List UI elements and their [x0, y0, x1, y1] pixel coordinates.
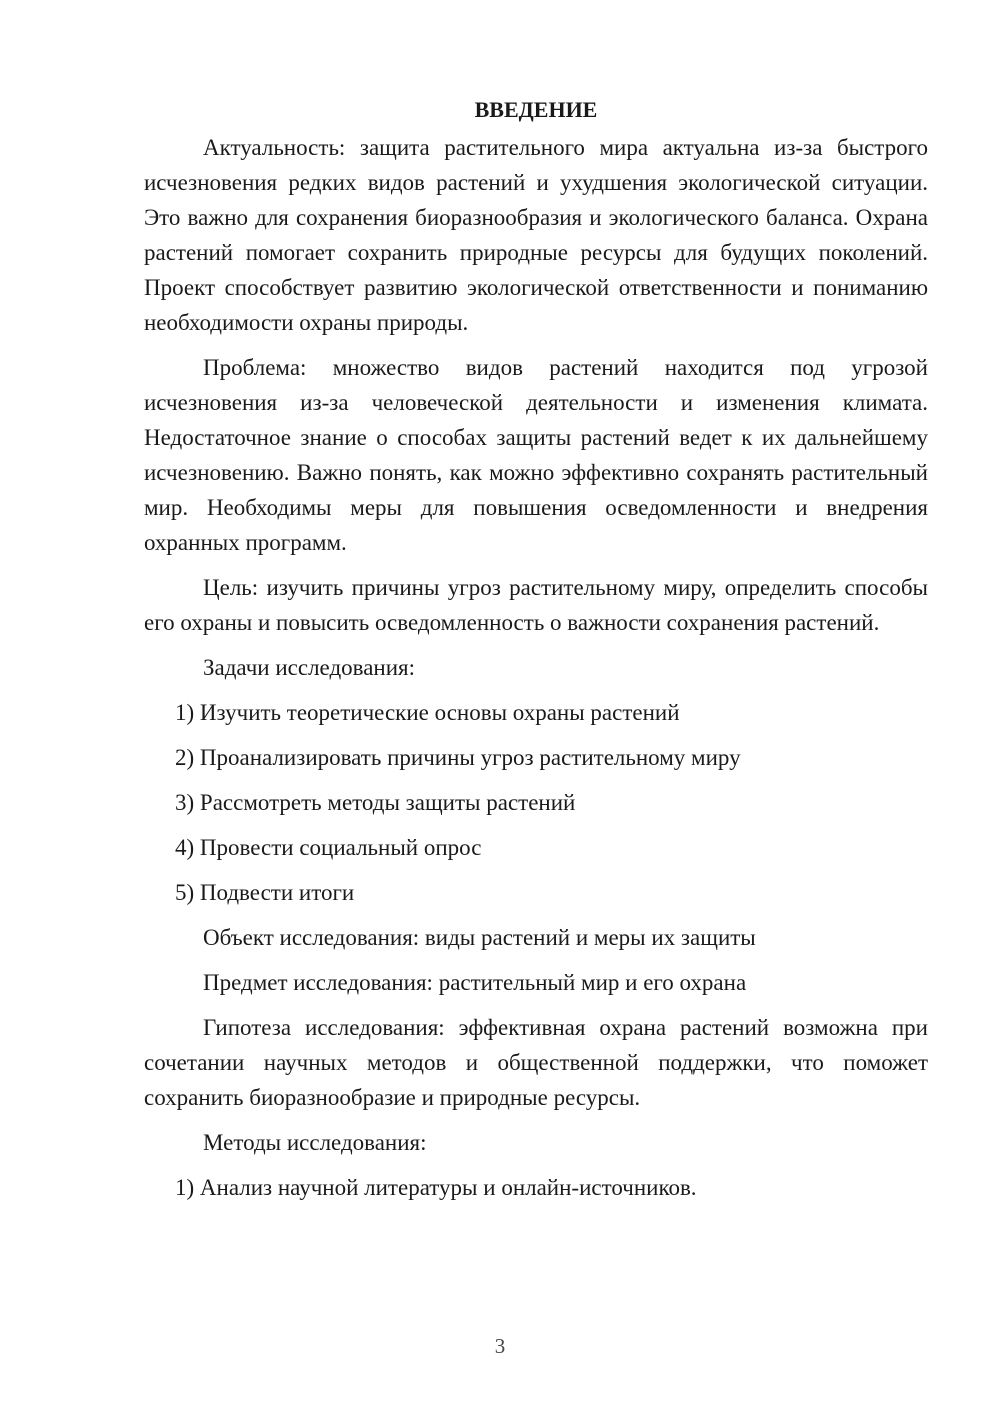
relevance-paragraph: Актуальность: защита растительного мира актуальна из-за быстрого исчезновения редких видов растений и ухудшения экологической ситуации. Это важно для сохранения биоразнообразия и экологического баланса. Охрана растений помогает сохранить природные ресурсы для будущих поколений. Проект способствует развитию экологической ответственности и пониманию необходимости охраны природы. — [144, 135, 928, 335]
hypothesis-paragraph: Гипотеза исследования: эффективная охрана растений возможна при сочетании научных методов и общественной поддержки, что поможет сохранить биоразнообразие и природные ресурсы. — [144, 1015, 928, 1110]
list-item: 1) Анализ научной литературы и онлайн-источников. — [175, 1175, 697, 1200]
list-item: 3) Рассмотреть методы защиты растений — [175, 790, 576, 815]
document-body — [144, 92, 928, 1215]
list-item: 2) Проанализировать причины угроз растительному миру — [175, 745, 741, 770]
tasks-heading: Задачи исследования: — [203, 655, 416, 680]
methods-list — [144, 1170, 928, 1205]
list-item: 1) Изучить теоретические основы охраны растений — [175, 700, 680, 725]
list-item: 4) Провести социальный опрос — [175, 835, 482, 860]
problem-paragraph: Проблема: множество видов растений находится под угрозой исчезновения из-за человеческой деятельности и изменения климата. Недостаточное знание о способах защиты растений ведет к их дальнейшему исчезновению. Важно понять, как можно эффективно сохранять растительный мир. Необходимы меры для повышения осведомленности и внедрения охранных программ. — [144, 355, 928, 555]
tasks-list — [144, 695, 928, 910]
page-title: ВВЕДЕНИЕ — [474, 97, 598, 122]
goal-paragraph: Цель: изучить причины угроз растительному миру, определить способы его охраны и повысить осведомленность о важности сохранения растений. — [144, 575, 928, 635]
page-number: 3 — [494, 1334, 506, 1358]
methods-heading: Методы исследования: — [203, 1130, 427, 1155]
object-line: Объект исследования: виды растений и меры их защиты — [203, 925, 756, 950]
list-item: 5) Подвести итоги — [175, 880, 355, 905]
subject-line: Предмет исследования: растительный мир и его охрана — [203, 970, 747, 995]
